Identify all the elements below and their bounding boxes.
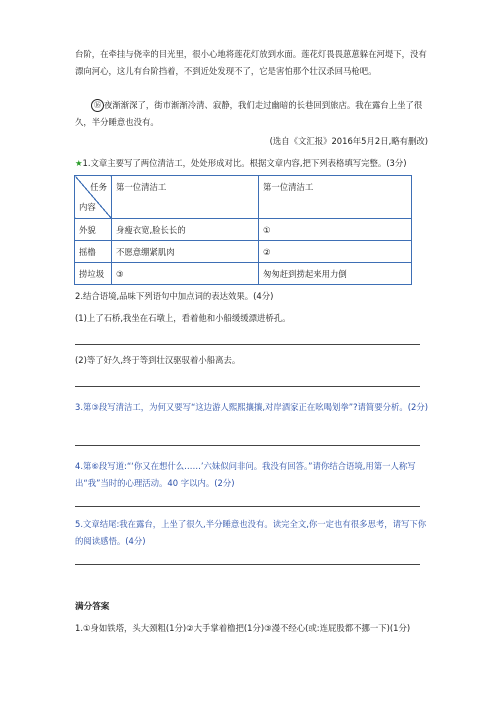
answer-line: [75, 506, 420, 507]
comparison-table: [74, 175, 412, 285]
column-header-1: 第一位清洁工: [112, 176, 259, 219]
question-2: 2.结合语境,品味下列语句中加点词的表达效果。(4分): [75, 291, 274, 301]
answer-line: [75, 564, 420, 565]
row-label: 摇橹: [75, 241, 112, 263]
column-header-2: 第一位清洁工: [259, 176, 412, 219]
question-2-item-2: (2)等了好久,终于等到壮汉驱驭着小船离去。: [75, 355, 241, 365]
table-cell: ③: [112, 263, 259, 285]
table-cell: ①: [259, 219, 412, 241]
paragraph-number: ⑯: [91, 99, 104, 112]
passage-paragraph-2: [75, 97, 430, 131]
table-cell: ②: [259, 241, 412, 263]
answer-line: [75, 386, 420, 387]
diag-top-label: 任务: [90, 182, 107, 192]
answer-1: 1.①身如铁塔，头大颈粗(1分)②大手掌着橹把(1分)③漫不经心(或:连屁股都不挪一下)(1分): [75, 623, 411, 633]
table-cell: 不愿意绷紧肌肉: [112, 241, 259, 263]
table-row: [75, 263, 412, 285]
question-1: [75, 155, 430, 172]
table-diagonal-header: [75, 176, 112, 219]
table-row: [75, 241, 412, 263]
star-icon: ★: [75, 158, 83, 168]
question-4: 4.第⑥段写道:“‘你又在想什么……’六妹似问非问。我没有回答。”请你结合语境,用第一人称写出“我”当时的心理活动。40 字以内。(2分): [75, 461, 416, 488]
diag-bottom-label: 内容: [79, 202, 96, 212]
row-label: 捞垃圾: [75, 263, 112, 285]
question-5: 5.文章结尾:我在露台，上坐了很久,半分睡意也没有。读完全文,你一定也有很多思考，请写下你的阅读感悟。(4分): [75, 519, 427, 546]
question-3: 3.第③段写清洁工，为何又要写“这边游人熙熙攘攘,对岸酒家正在吆喝划拳”?请简要分析。(2分): [75, 402, 429, 412]
passage-paragraph-1: 台阶，在牵挂与侥幸的目光里，很小心地将莲花灯放到水面。莲花灯畏畏葸葸躲在河堤下，没有漂向河心，这儿有台阶挡着，不到近处发现不了，它是害怕那个壮汉杀回马枪吧。: [75, 49, 427, 76]
answer-line: [75, 445, 420, 446]
table-cell: 匆匆赶到捞起来用力倒: [259, 263, 412, 285]
table-cell: 身瘦衣宽,脸长长的: [112, 219, 259, 241]
answer-line: [75, 344, 420, 345]
row-label: 外貌: [75, 219, 112, 241]
table-row: [75, 219, 412, 241]
answers-heading: 满分答案: [75, 602, 110, 612]
question-2-item-1: (1)上了石桥,我坐在石墩上，看着他和小船缓缓漂进桥孔。: [75, 313, 291, 323]
question-1-text: 1.文章主要写了两位清洁工，处处形成对比。根据文章内容,把下列表格填写完整。(3分): [82, 158, 407, 168]
paragraph-2-text: 夜渐渐深了，街市渐渐冷清、寂静，我们走过幽暗的长巷回到旅店。我在露台上坐了很久，半分睡意也没有。: [75, 100, 423, 127]
source-citation: (选自《文汇报》2016年5月2日,略有删改): [269, 136, 428, 146]
